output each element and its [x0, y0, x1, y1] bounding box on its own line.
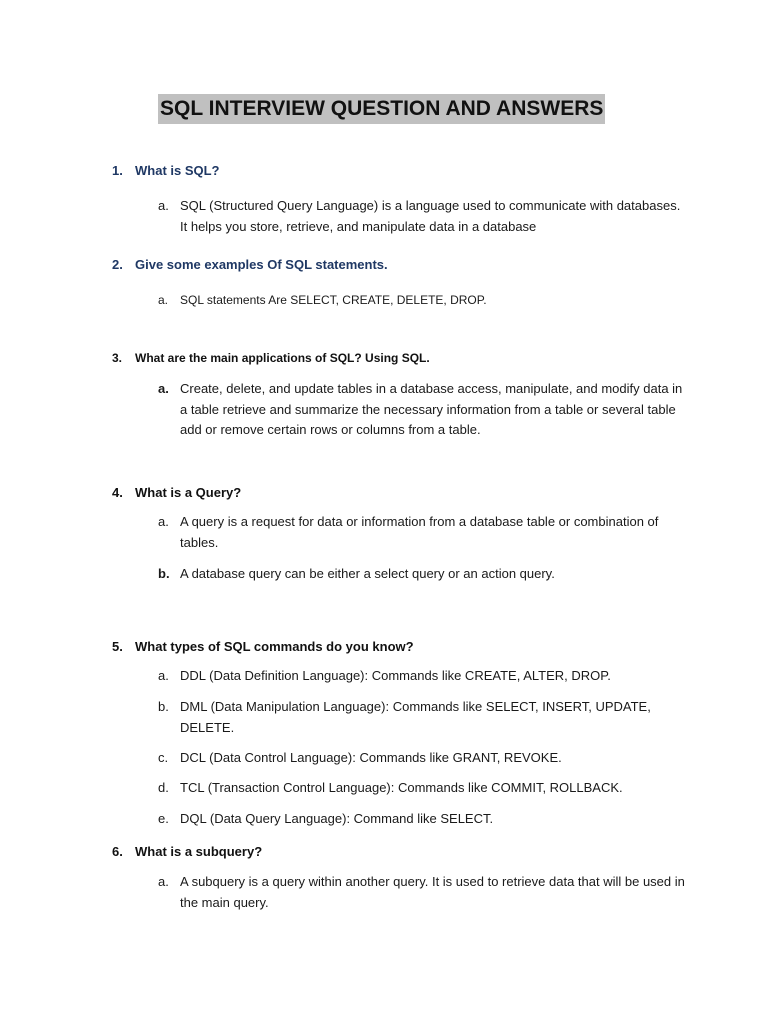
- answer-3a: [158, 379, 688, 441]
- answer-letter: a.: [158, 198, 169, 213]
- answer-text: SQL statements Are SELECT, CREATE, DELETE, DROP.: [180, 293, 487, 307]
- answer-5c: [158, 748, 688, 769]
- answer-text: DCL (Data Control Language): Commands like GRANT, REVOKE.: [180, 750, 562, 765]
- question-number: 1.: [112, 163, 123, 178]
- answer-letter: a.: [158, 874, 169, 889]
- answer-letter: a.: [158, 668, 169, 683]
- answer-letter: b.: [158, 566, 170, 581]
- answer-letter: b.: [158, 699, 169, 714]
- answer-letter: a.: [158, 514, 169, 529]
- answer-text: SQL (Structured Query Language) is a language used to communicate with databases. It helps you store, retrieve, and manipulate data in a database: [180, 198, 681, 234]
- page-title: SQL INTERVIEW QUESTION AND ANSWERS: [158, 94, 605, 124]
- question-text: What is a Query?: [135, 485, 242, 500]
- question-5: [112, 638, 414, 655]
- answer-letter: a.: [158, 293, 169, 307]
- answer-5d: [158, 778, 688, 799]
- answer-letter: e.: [158, 811, 169, 826]
- answer-letter: c.: [158, 750, 169, 765]
- answer-text: DDL (Data Definition Language): Commands like CREATE, ALTER, DROP.: [180, 668, 611, 683]
- answer-text: A subquery is a query within another query. It is used to retrieve data that will be used in the main query.: [180, 874, 685, 910]
- question-3: [112, 350, 430, 367]
- answer-5b: [158, 697, 688, 738]
- question-text: What is SQL?: [135, 163, 220, 178]
- answer-5e: [158, 809, 688, 830]
- question-number: 6.: [112, 844, 123, 859]
- question-number: 5.: [112, 639, 123, 654]
- question-4: [112, 484, 241, 501]
- answer-4b: [158, 564, 688, 585]
- answer-text: TCL (Transaction Control Language): Commands like COMMIT, ROLLBACK.: [180, 780, 623, 795]
- question-2: [112, 256, 388, 273]
- question-1: [112, 162, 220, 179]
- answer-1a: [158, 196, 688, 237]
- question-text: What types of SQL commands do you know?: [135, 639, 414, 654]
- answer-5a: [158, 666, 688, 687]
- answer-text: DML (Data Manipulation Language): Commands like SELECT, INSERT, UPDATE, DELETE.: [180, 699, 651, 735]
- answer-text: Create, delete, and update tables in a database access, manipulate, and modify data in a table retrieve and summarize the necessary information from a table or several table add or remove certain rows or columns from a table.: [180, 381, 683, 437]
- question-number: 4.: [112, 485, 123, 500]
- question-text: What are the main applications of SQL? Using SQL.: [135, 351, 430, 365]
- answer-4a: [158, 512, 688, 553]
- answer-text: A database query can be either a select query or an action query.: [180, 566, 555, 581]
- answer-text: DQL (Data Query Language): Command like SELECT.: [180, 811, 494, 826]
- question-text: Give some examples Of SQL statements.: [135, 257, 388, 272]
- answer-text: A query is a request for data or information from a database table or combination of tables.: [180, 514, 659, 550]
- answer-6a: [158, 872, 688, 913]
- answer-letter: a.: [158, 381, 169, 396]
- answer-2a: [158, 290, 688, 311]
- question-text: What is a subquery?: [135, 844, 263, 859]
- question-number: 3.: [112, 351, 123, 365]
- answer-letter: d.: [158, 780, 169, 795]
- question-6: [112, 843, 262, 860]
- question-number: 2.: [112, 257, 123, 272]
